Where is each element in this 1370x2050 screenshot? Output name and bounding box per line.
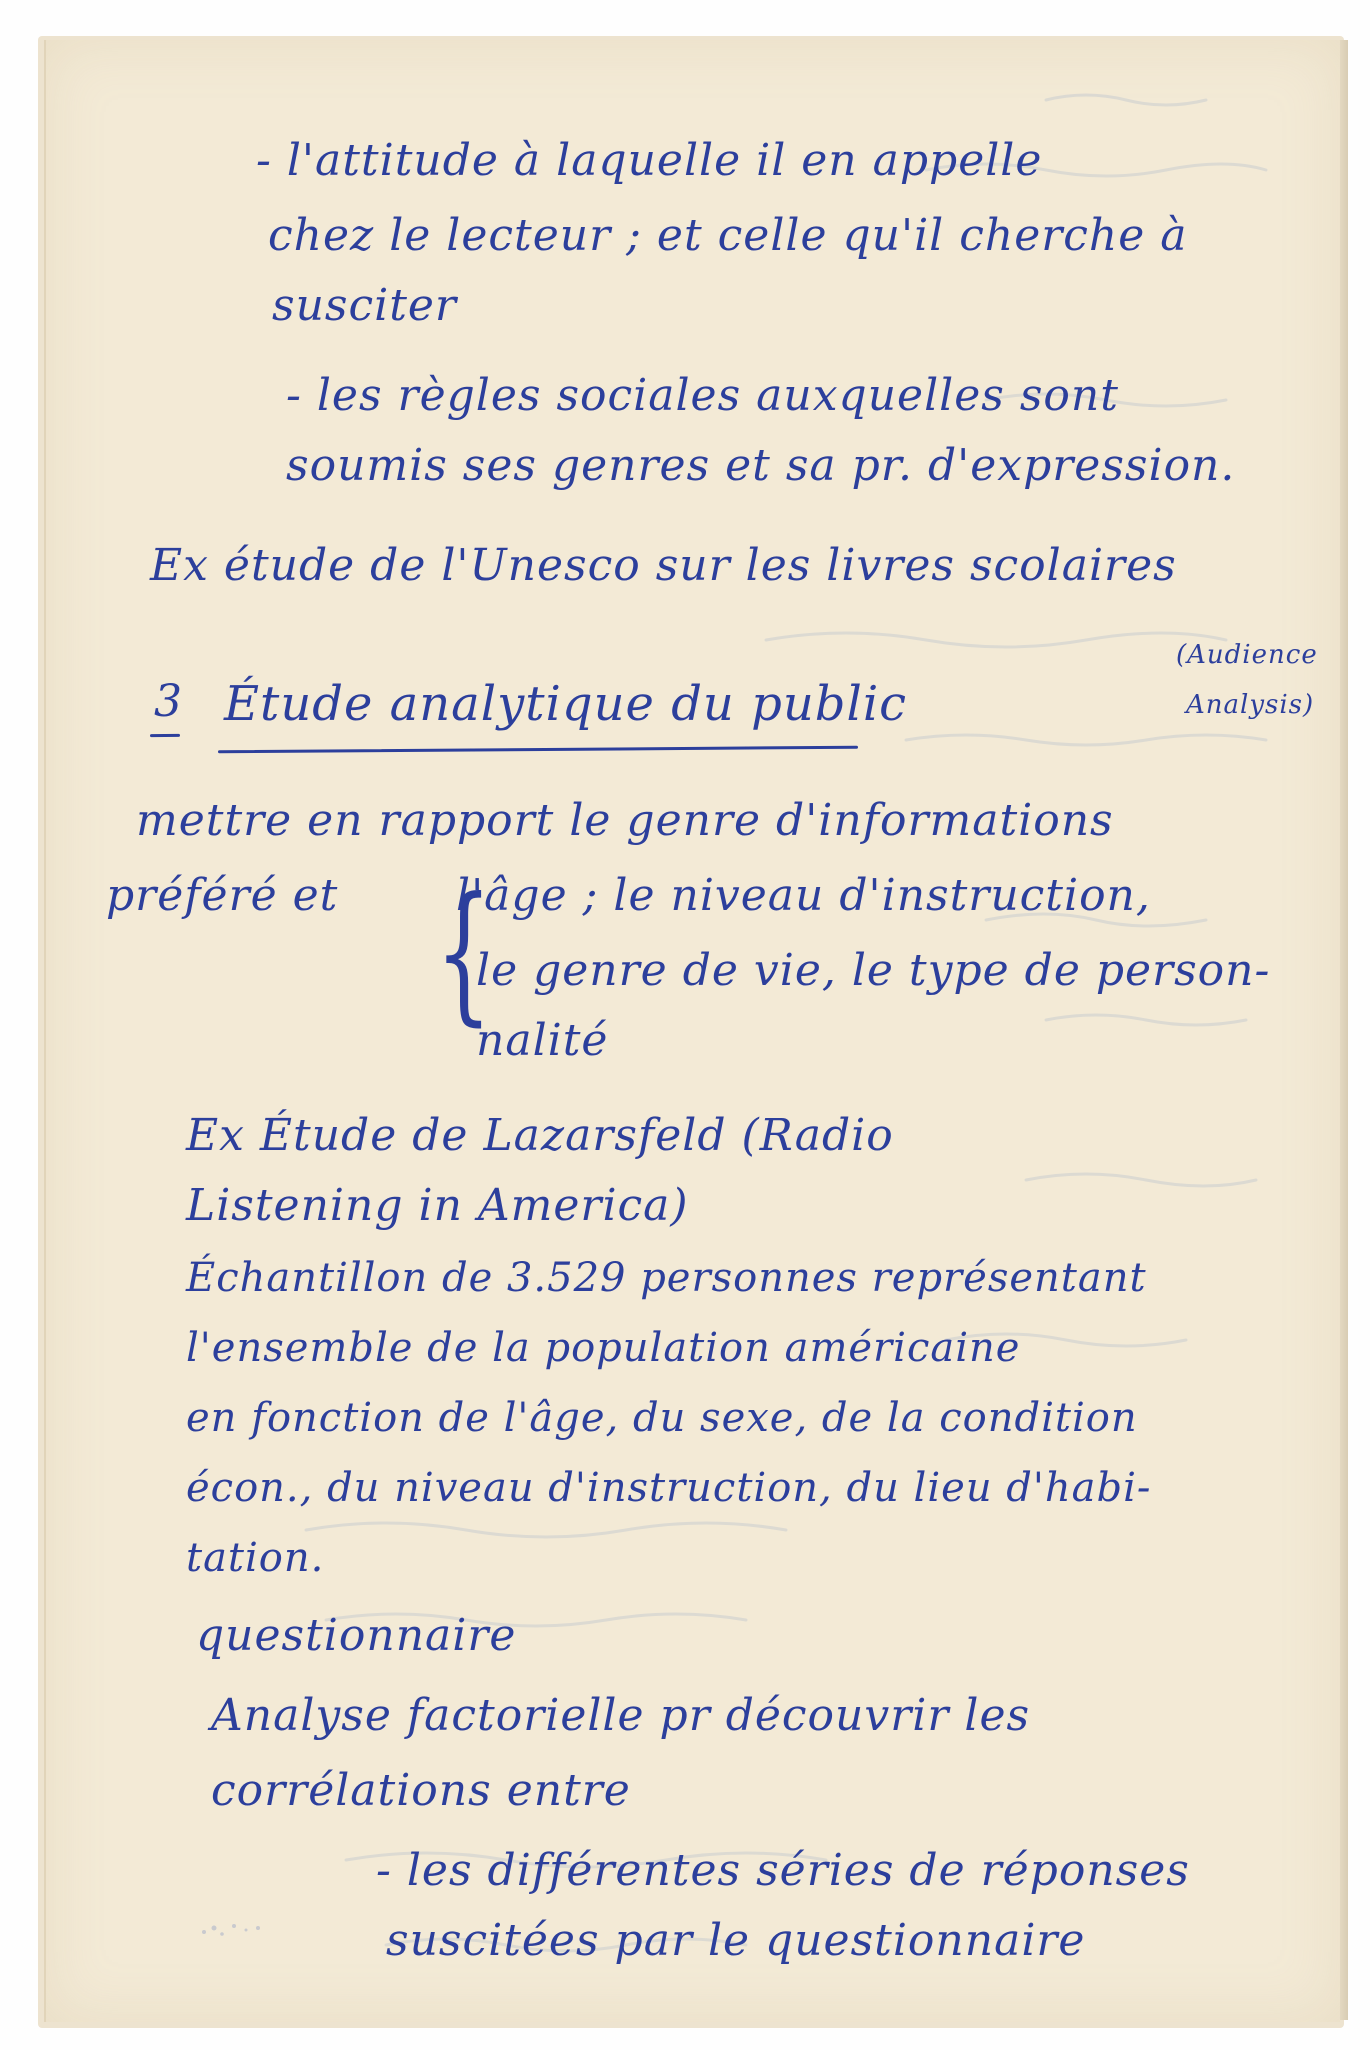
note-line-3: susciter xyxy=(272,280,457,331)
note-line-1: - l'attitude à laquelle il en appelle xyxy=(256,135,1043,186)
note-line-20: questionnaire xyxy=(196,1610,517,1661)
note-line-21: Analyse factorielle pr découvrir les xyxy=(211,1690,1031,1741)
note-line-15: Échantillon de 3.529 personnes représentant xyxy=(186,1255,1147,1301)
ink-smudge xyxy=(196,1910,276,1950)
note-line-22: corrélations entre xyxy=(211,1765,631,1816)
margin-note-analysis: Analysis) xyxy=(1186,690,1315,720)
note-line-17: en fonction de l'âge, du sexe, de la condition xyxy=(186,1395,1138,1441)
note-line-14: Listening in America) xyxy=(186,1180,689,1231)
note-line-13: Ex Étude de Lazarsfeld (Radio xyxy=(186,1110,894,1161)
note-line-12: nalité xyxy=(476,1015,609,1066)
note-line-10: l'âge ; le niveau d'instruction, xyxy=(456,870,1151,921)
note-line-11: le genre de vie, le type de person- xyxy=(476,945,1271,996)
section-number: 3 xyxy=(154,676,183,727)
margin-note-audience: (Audience xyxy=(1176,640,1318,670)
note-line-4: - les règles sociales auxquelles sont xyxy=(286,370,1119,421)
note-line-23: - les différentes séries de réponses xyxy=(376,1845,1190,1896)
note-line-6: Ex étude de l'Unesco sur les livres scolaires xyxy=(150,540,1177,591)
note-line-18: écon., du niveau d'instruction, du lieu d'habi- xyxy=(186,1465,1152,1511)
note-line-24: suscitées par le questionnaire xyxy=(386,1915,1086,1966)
note-line-16: l'ensemble de la population américaine xyxy=(186,1325,1021,1371)
note-line-2: chez le lecteur ; et celle qu'il cherche à xyxy=(268,210,1188,261)
note-line-9: préféré et xyxy=(106,870,339,921)
note-line-8: mettre en rapport le genre d'informations xyxy=(136,795,1114,846)
notebook-page xyxy=(44,40,1340,2022)
note-line-5: soumis ses genres et sa pr. d'expression. xyxy=(286,440,1236,491)
grouping-brace: { xyxy=(435,866,493,1040)
section-heading: Étude analytique du public xyxy=(224,676,908,732)
note-line-19: tation. xyxy=(186,1535,325,1581)
section-number-underline xyxy=(150,734,180,737)
